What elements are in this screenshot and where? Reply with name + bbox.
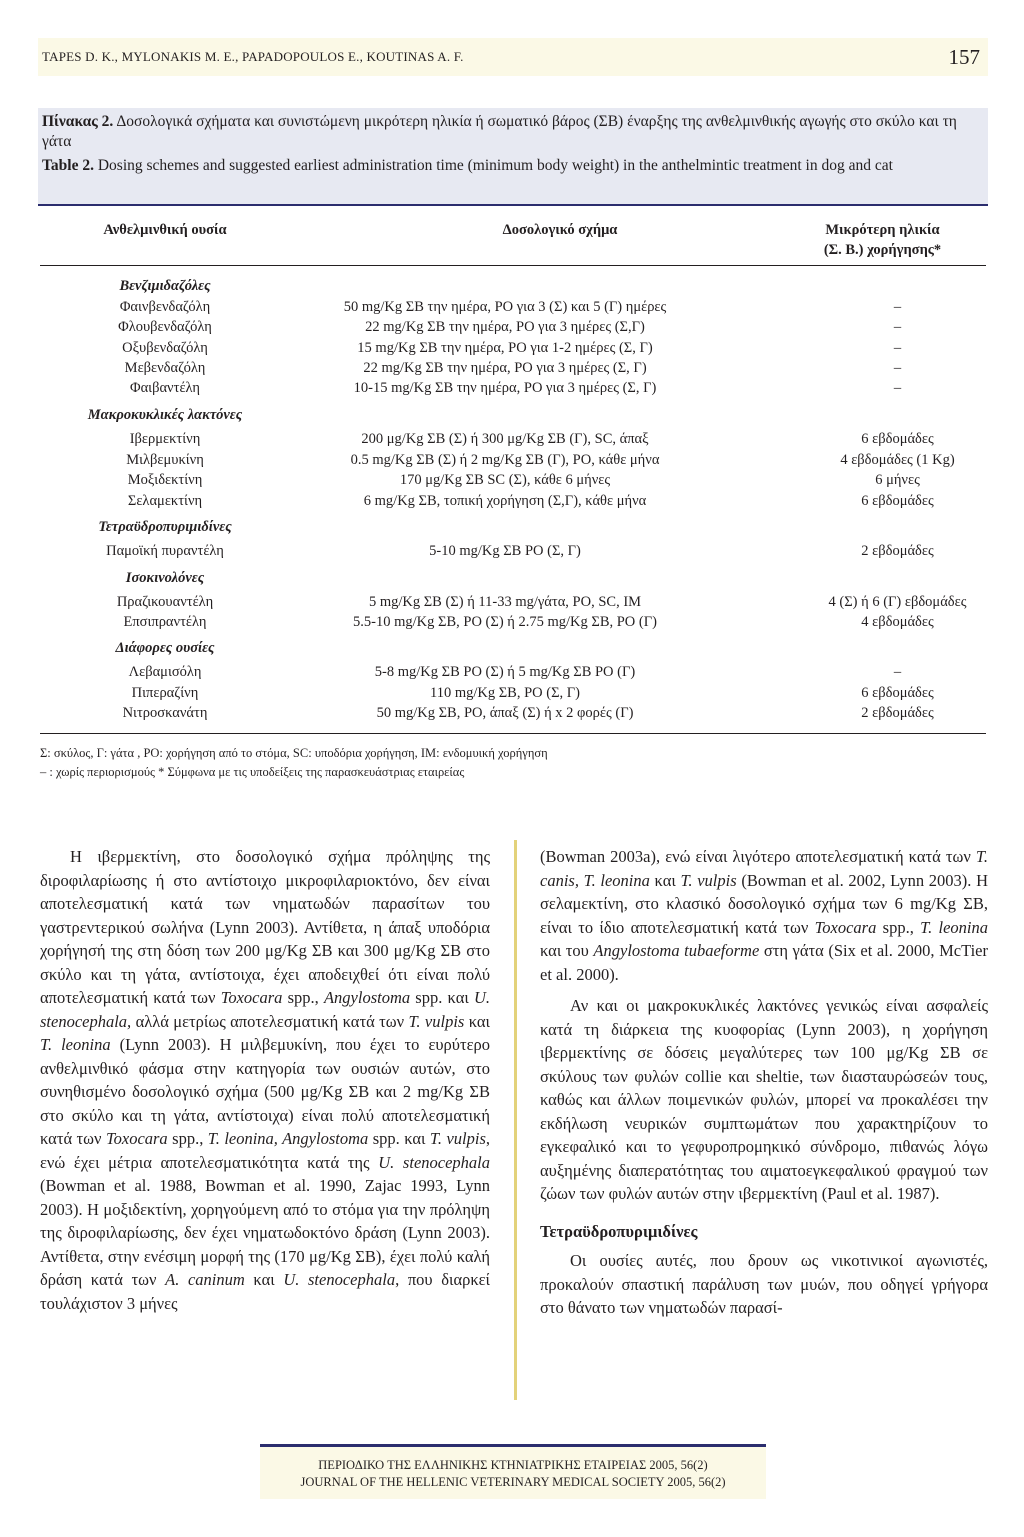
dose: 50 mg/Kg ΣΒ την ημέρα, PO για 3 (Σ) και 5 (Γ) ημέρες bbox=[343, 299, 667, 315]
dose: 200 μg/Kg ΣΒ (Σ) ή 300 μg/Kg ΣΒ (Γ), SC, άπαξ bbox=[361, 431, 649, 447]
min-age: – bbox=[893, 299, 902, 315]
text-run: αλλά μετρίως αποτελεσματική κατά των bbox=[131, 1011, 409, 1031]
drug-name: Λεβαμισόλη bbox=[128, 664, 202, 680]
body-column-left bbox=[40, 845, 490, 1315]
min-age: – bbox=[893, 340, 902, 356]
table-row bbox=[40, 297, 986, 317]
text-run: (Bowman et al. 1988, Bowman et al. 1990, Zajac 1993, Lynn 2003). Η μοξιδεκτίνη, χορηγούμενη από το στόμα για την πρόληψη της διροφιλαρίωσης, δεν έχει νηματωδοκτόνο δράση (Lynn 2003). Αντίθετα, στην ενέσιμη μορφή της (170 μg/Kg ΣΒ), έχει πολύ καλή δράση κατά των bbox=[40, 1176, 490, 1289]
header-minimum-age-line2: (Σ. Β.) χορήγησης* bbox=[823, 242, 942, 258]
dose: 170 μg/Kg ΣΒ SC (Σ), κάθε 6 μήνες bbox=[399, 472, 611, 488]
dose: 22 mg/Kg ΣΒ την ημέρα, PO για 3 ημέρες (Σ, Γ) bbox=[363, 360, 647, 376]
drug-name: Μεβενδαζόλη bbox=[124, 360, 206, 376]
drug-name: Επσιπραντέλη bbox=[123, 614, 207, 630]
table-row bbox=[40, 491, 986, 511]
table-notes bbox=[40, 744, 986, 782]
page-number: 157 bbox=[948, 44, 980, 69]
text-run: (Bowman et al. 2002, Lynn 2003). Η σελαμεκτίνη, στο κλασικό δοσολογικό σχήμα των 6 mg/Kg ΣΒ, είναι το ίδιο αποτελεσματική κατά των bbox=[540, 870, 988, 937]
italic-run: T. vulpis bbox=[408, 1011, 465, 1031]
drug-name: Παμοϊκή πυραντέλη bbox=[106, 543, 224, 559]
min-age: 6 εβδομάδες bbox=[861, 685, 934, 701]
min-age: 4 εβδομάδες (1 Kg) bbox=[840, 452, 955, 468]
text-run: spp. και bbox=[368, 1129, 430, 1148]
dose: 5-8 mg/Kg ΣΒ PO (Σ) ή 5 mg/Kg ΣΒ PO (Γ) bbox=[374, 664, 636, 680]
text-run: (Lynn 2003). Η μιλβεμυκίνη, που έχει το ευρύτερο ανθελμινθικό φάσμα στην κατηγορία των ουσιών αυτών, στο συνηθισμένο δοσολογικό σχήμα (500 μg/Kg ΣΒ και 2 mg/Kg ΣΒ στο σκύλο και τη γάτα, αντίστοιχα) είναι πολύ αποτελεσματική κατά των bbox=[40, 1035, 490, 1148]
table-row bbox=[40, 317, 986, 337]
header-substance: Ανθελμινθική ουσία bbox=[103, 222, 227, 238]
dose: 110 mg/Kg ΣΒ, PO (Σ, Γ) bbox=[430, 685, 580, 701]
table-row bbox=[40, 358, 986, 378]
caption-greek-text: Δοσολογικά σχήματα και συνιστώμενη μικρότερη ηλικία ή σωματικό βάρος (ΣΒ) έναρξης της ανθελμινθικής αγωγής στο σκύλο και τη γάτα bbox=[42, 113, 957, 150]
caption-greek-label: Πίνακας 2. bbox=[42, 113, 114, 130]
drug-name: Μιλβεμυκίνη bbox=[126, 452, 204, 468]
column-divider bbox=[514, 840, 517, 1400]
header-authors: TAPES D. K., MYLONAKIS M. E., PAPADOPOULOS E., KOUTINAS A. F. bbox=[42, 49, 464, 64]
min-age: – bbox=[893, 360, 902, 376]
text-run: Η ιβερμεκτίνη, στο δοσολογικό σχήμα πρόληψης της διροφιλαρίωσης ή στο αντίστοιχο μικροφιλαριοκτόνο, δεν είναι αποτελεσματική κατά των νηματωδών παρασίτων του γαστρεντερικού σωλήνα (Lynn 2003). Αντίθετα, η άπαξ υποδόρια χορήγησή της στη δόση των 200 μg/Kg ΣΒ και 300 μg/Kg ΣΒ στο σκύλο και τη γάτα, αντίστοιχα, έχει αποδειχθεί ότι είναι πολύ αποτελεσματική κατά των bbox=[40, 847, 490, 1007]
dose: 0.5 mg/Kg ΣΒ (Σ) ή 2 mg/Kg ΣΒ (Γ), PO, κάθε μήνα bbox=[350, 452, 660, 468]
footer-greek: ΠΕΡΙΟΔΙΚΟ ΤΗΣ ΕΛΛΗΝΙΚΗΣ ΚΤΗΝΙΑΤΡΙΚΗΣ ΕΤΑΙΡΕΙΑΣ 2005, 56(2) bbox=[318, 1458, 708, 1472]
min-age: 6 εβδομάδες bbox=[861, 431, 934, 447]
italic-run: T. leonina bbox=[40, 1035, 111, 1054]
footer-english: JOURNAL OF THE HELLENIC VETERINARY MEDICAL SOCIETY 2005, 56(2) bbox=[300, 1475, 726, 1489]
text-run: , που διαρκεί τουλάχιστον 3 μήνες bbox=[40, 1270, 490, 1313]
body-paragraph bbox=[540, 845, 988, 986]
group-row bbox=[40, 568, 986, 588]
min-age: 2 εβδομάδες bbox=[861, 543, 934, 559]
italic-run: U. stenocephala bbox=[378, 1152, 490, 1172]
text-run: spp. και bbox=[410, 988, 474, 1007]
body-paragraph bbox=[40, 845, 490, 1315]
drug-name: Φαινβενδαζόλη bbox=[119, 299, 211, 315]
body-paragraph: Οι ουσίες αυτές, που δρουν ως νικοτινικοί αγωνιστές, προκαλούν σπαστική παράλυση των μυών, που οδηγεί γρήγορα στο θάνατο των νηματωδών παρασί- bbox=[540, 1251, 988, 1317]
italic-run: A. caninum bbox=[165, 1270, 245, 1289]
group-name: Διάφορες ουσίες bbox=[115, 640, 215, 656]
dose: 50 mg/Kg ΣΒ, PO, άπαξ (Σ) ή x 2 φορές (Γ) bbox=[376, 705, 634, 721]
italic-run: Angylostoma bbox=[323, 988, 411, 1007]
header-dosing-scheme: Δοσολογικό σχήμα bbox=[502, 222, 618, 238]
italic-run: T. leonina, Angylostoma bbox=[207, 1129, 369, 1148]
text-run: spp., bbox=[876, 917, 921, 937]
dose: 10-15 mg/Kg ΣΒ την ημέρα, PO για 3 ημέρες (Σ, Γ) bbox=[353, 380, 657, 396]
text-run: και του bbox=[540, 941, 594, 960]
group-row bbox=[40, 276, 986, 296]
table-row bbox=[40, 592, 986, 612]
italic-run: T. vulpis bbox=[680, 870, 737, 890]
caption-greek bbox=[42, 112, 984, 152]
italic-run: U. stenocephala, bbox=[40, 988, 490, 1031]
header-minimum-age-line1: Μικρότερη ηλικία bbox=[825, 222, 940, 238]
table-row bbox=[40, 662, 986, 682]
group-row bbox=[40, 405, 986, 425]
drug-name: Πραζικουαντέλη bbox=[116, 594, 214, 610]
text-run: spp., bbox=[282, 988, 324, 1007]
caption-english-text: Dosing schemes and suggested earliest administration time (minimum body weight) in the anthelmintic treatment in dog and cat bbox=[93, 157, 893, 174]
italic-run: T. vulpis bbox=[429, 1129, 486, 1148]
table-row bbox=[40, 612, 986, 632]
table-row bbox=[40, 378, 986, 398]
drug-name: Πιπεραζίνη bbox=[131, 685, 199, 701]
running-header bbox=[38, 38, 988, 76]
min-age: – bbox=[893, 380, 902, 396]
table-caption bbox=[38, 108, 988, 206]
drug-name: Ιβερμεκτίνη bbox=[129, 431, 201, 447]
dose: 6 mg/Kg ΣΒ, τοπική χορήγηση (Σ,Γ), κάθε μήνα bbox=[363, 493, 647, 509]
text-run: και bbox=[244, 1270, 284, 1289]
table-row bbox=[40, 683, 986, 703]
table-row bbox=[40, 703, 986, 723]
italic-run: Toxocara bbox=[220, 988, 283, 1007]
body-column-right bbox=[540, 845, 988, 1320]
drug-name: Οξυβενδαζόλη bbox=[122, 340, 208, 356]
drug-name: Σελαμεκτίνη bbox=[127, 493, 203, 509]
min-age: 6 μήνες bbox=[875, 472, 920, 488]
dose: 5 mg/Kg ΣΒ (Σ) ή 11-33 mg/γάτα, PO, SC, IM bbox=[368, 594, 642, 610]
drug-name: Νιτροσκανάτη bbox=[122, 705, 208, 721]
drug-name: Φλουβενδαζόλη bbox=[118, 319, 212, 335]
drug-name: Μοξιδεκτίνη bbox=[127, 472, 203, 488]
table-note-legend: – : χωρίς περιορισμούς * Σύμφωνα με τις υποδείξεις της παρασκευάστριας εταιρείας bbox=[40, 765, 465, 779]
table-row bbox=[40, 541, 986, 561]
table-bottom-rule bbox=[40, 733, 986, 734]
group-name: Τετραϋδροπυριμιδίνες bbox=[98, 519, 232, 535]
caption-english-label: Table 2. bbox=[42, 157, 94, 174]
table-row bbox=[40, 429, 986, 449]
italic-run: Toxocara bbox=[814, 917, 877, 937]
min-age: 4 (Σ) ή 6 (Γ) εβδομάδες bbox=[828, 594, 967, 610]
min-age: – bbox=[893, 664, 902, 680]
group-name: Μακροκυκλικές λακτόνες bbox=[87, 407, 243, 423]
text-run: , ενώ έχει μέτρια αποτελεσματικότητα κατά της bbox=[40, 1129, 490, 1172]
italic-run: Angylostoma tubaeforme bbox=[593, 941, 760, 960]
dose: 5.5-10 mg/Kg ΣΒ, PO (Σ) ή 2.75 mg/Kg ΣΒ, PO (Γ) bbox=[353, 614, 657, 630]
journal-footer bbox=[260, 1447, 766, 1499]
group-row bbox=[40, 517, 986, 537]
dose: 15 mg/Kg ΣΒ την ημέρα, PO για 1-2 ημέρες (Σ, Γ) bbox=[357, 340, 653, 356]
table-row bbox=[40, 470, 986, 490]
body-paragraph: Αν και οι μακροκυκλικές λακτόνες γενικώς είναι ασφαλείς κατά τη διάρκεια της κυοφορίας (Lynn 2003), η χορήγηση ιβερμεκτίνης σε δόσεις μεγαλύτερες των 100 μg/Kg ΣΒ σε σκύλους των φυλών collie και sheltie, των διασταυρώσεών τους, καθώς και άλλων ποιμενικών φυλών, μπορεί να προκαλέσει την εκδήλωση νευρικών συμπτωμάτων που χαρακτηρίζουν το εγκεφαλικό και το γεφυροπρομηκικό σύνδρομο, πιθανώς λόγω αυξημένης διαπερατότητας του αιματοεγκεφαλικού φραγμού των ζώων των φυλών αυτών στην ιβερμεκτίνη (Paul et al. 1987). bbox=[540, 996, 988, 1203]
italic-run: T. canis, T. leonina bbox=[540, 847, 988, 890]
group-name: Ισοκινολόνες bbox=[125, 570, 205, 586]
min-age: 6 εβδομάδες bbox=[861, 493, 934, 509]
table-row bbox=[40, 450, 986, 470]
table-header-row bbox=[40, 210, 986, 266]
text-run: και bbox=[464, 1011, 490, 1031]
italic-run: Toxocara bbox=[105, 1129, 168, 1148]
group-name: Βενζιμιδαζόλες bbox=[119, 278, 211, 294]
dosing-table bbox=[40, 210, 986, 721]
min-age: 4 εβδομάδες bbox=[861, 614, 934, 630]
caption-english bbox=[42, 156, 984, 176]
drug-name: Φαιβαντέλη bbox=[129, 380, 201, 396]
table-note-abbreviations: Σ: σκύλος, Γ: γάτα , PO: χορήγηση από το στόμα, SC: υποδόρια χορήγηση, IM: ενδομυική χορήγηση bbox=[40, 746, 548, 760]
header-minimum-age bbox=[780, 220, 985, 260]
section-heading: Τετραϋδροπυριμιδίνες bbox=[540, 1221, 698, 1241]
italic-run: U. stenocephala bbox=[283, 1270, 396, 1289]
italic-run: T. leonina bbox=[920, 917, 988, 937]
dose: 22 mg/Kg ΣΒ την ημέρα, PO για 3 ημέρες (Σ,Γ) bbox=[365, 319, 645, 335]
min-age: – bbox=[893, 319, 902, 335]
dose: 5-10 mg/Kg ΣΒ PO (Σ, Γ) bbox=[429, 543, 581, 559]
group-row bbox=[40, 638, 986, 658]
table-row bbox=[40, 338, 986, 358]
min-age: 2 εβδομάδες bbox=[861, 705, 934, 721]
text-run: και bbox=[649, 870, 681, 890]
text-run: (Bowman 2003a), ενώ είναι λιγότερο αποτελεσματική κατά των bbox=[540, 847, 976, 866]
text-run: στη γάτα (Six et al. 2000, McTier et al. 2000). bbox=[540, 941, 989, 984]
text-run: spp., bbox=[167, 1129, 208, 1148]
